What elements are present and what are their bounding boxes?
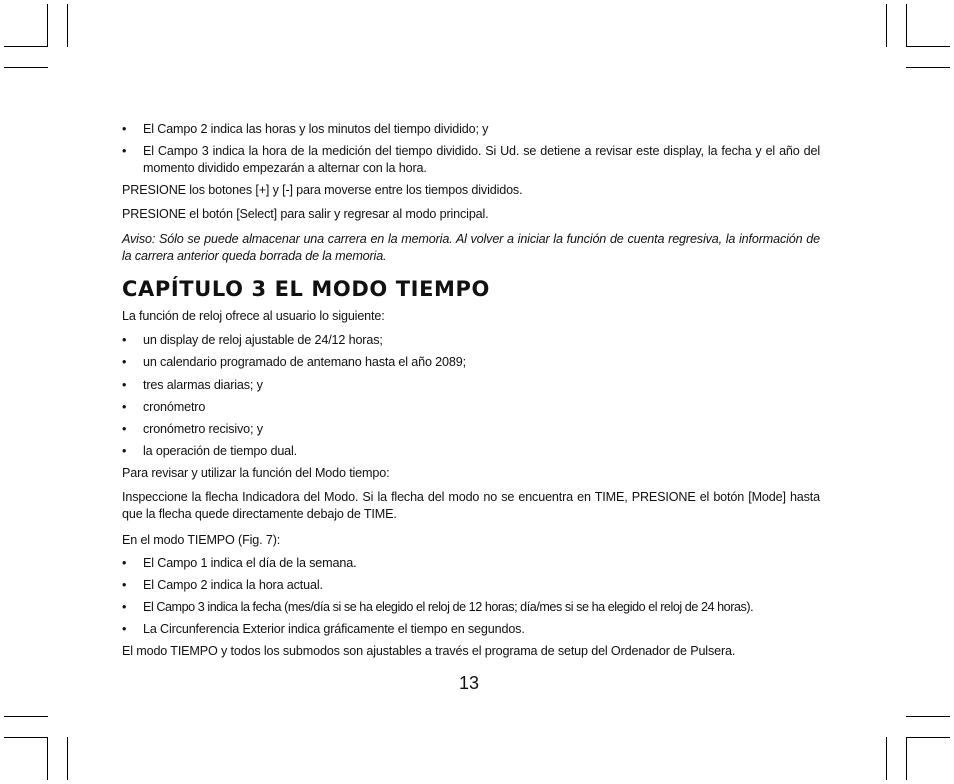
list-item: • cronómetro recisivo; y xyxy=(122,422,263,436)
list-item: • El Campo 1 indica el día de la semana. xyxy=(122,556,357,570)
bullet-icon: • xyxy=(122,622,127,636)
crop-mark xyxy=(906,737,950,738)
crop-mark xyxy=(906,46,950,47)
paragraph: Inspeccione la flecha Indicadora del Modo. Si la flecha del modo no se encuentra en TIME, PRESIONE el botón [Mode] hasta que la flecha quede directamente debajo de TIME. xyxy=(122,490,820,521)
crop-mark xyxy=(47,737,48,780)
warning-note: Aviso: Sólo se puede almacenar una carrera en la memoria. Al volver a iniciar la función de cuenta regresiva, la información de la carrera anterior queda borrada de la memoria. xyxy=(122,232,820,263)
crop-mark xyxy=(4,67,48,68)
bullet-icon: • xyxy=(122,122,127,136)
bullet-icon: • xyxy=(122,144,127,158)
bullet-icon: • xyxy=(122,333,127,347)
bullet-icon: • xyxy=(122,578,127,592)
crop-mark xyxy=(4,716,48,717)
crop-mark xyxy=(47,4,48,47)
paragraph: La función de reloj ofrece al usuario lo siguiente: xyxy=(122,309,385,323)
page-number: 13 xyxy=(459,673,480,693)
crop-mark xyxy=(906,4,907,47)
list-item: • un display de reloj ajustable de 24/12 horas; xyxy=(122,333,383,347)
bullet-icon: • xyxy=(122,556,127,570)
list-item: • El Campo 3 indica la fecha (mes/día si se ha elegido el reloj de 12 horas; día/mes si se ha elegido el reloj de 24 horas). xyxy=(122,600,754,614)
crop-mark xyxy=(906,716,950,717)
bullet-icon: • xyxy=(122,422,127,436)
bullet-icon: • xyxy=(122,400,127,414)
crop-mark xyxy=(906,67,950,68)
paragraph: PRESIONE el botón [Select] para salir y regresar al modo principal. xyxy=(122,207,489,221)
list-item: • la operación de tiempo dual. xyxy=(122,444,298,458)
list-item: • La Circunferencia Exterior indica gráficamente el tiempo en segundos. xyxy=(122,622,525,636)
crop-mark xyxy=(67,737,68,780)
crop-mark xyxy=(67,4,68,47)
bullet-icon: • xyxy=(122,355,127,369)
crop-mark xyxy=(4,737,48,738)
chapter-title: CAPÍTULO 3 EL MODO TIEMPO xyxy=(122,277,490,301)
bullet-icon: • xyxy=(122,444,127,458)
list-item: • tres alarmas diarias; y xyxy=(122,378,263,392)
list-item: • un calendario programado de antemano hasta el año 2089; xyxy=(122,355,466,369)
crop-mark xyxy=(906,737,907,780)
paragraph: En el modo TIEMPO (Fig. 7): xyxy=(122,533,281,547)
list-item: • El Campo 2 indica la hora actual. xyxy=(122,578,323,592)
paragraph: Para revisar y utilizar la función del Modo tiempo: xyxy=(122,466,390,480)
paragraph: El modo TIEMPO y todos los submodos son ajustables a través el programa de setup del Ordenador de Pulsera. xyxy=(122,644,736,658)
paragraph: PRESIONE los botones [+] y [-] para moverse entre los tiempos divididos. xyxy=(122,183,523,197)
list-item: • El Campo 3 indica la hora de la medición del tiempo dividido. Si Ud. se detiene a revisar este display, la fecha y el año del momento dividido empezarán a alternar con la hora. xyxy=(122,144,820,175)
crop-mark xyxy=(4,46,48,47)
list-item: • cronómetro xyxy=(122,400,206,414)
bullet-icon: • xyxy=(122,378,127,392)
crop-mark xyxy=(886,737,887,780)
list-item: • El Campo 2 indica las horas y los minutos del tiempo dividido; y xyxy=(122,122,489,136)
crop-mark xyxy=(886,4,887,47)
bullet-icon: • xyxy=(122,600,127,614)
